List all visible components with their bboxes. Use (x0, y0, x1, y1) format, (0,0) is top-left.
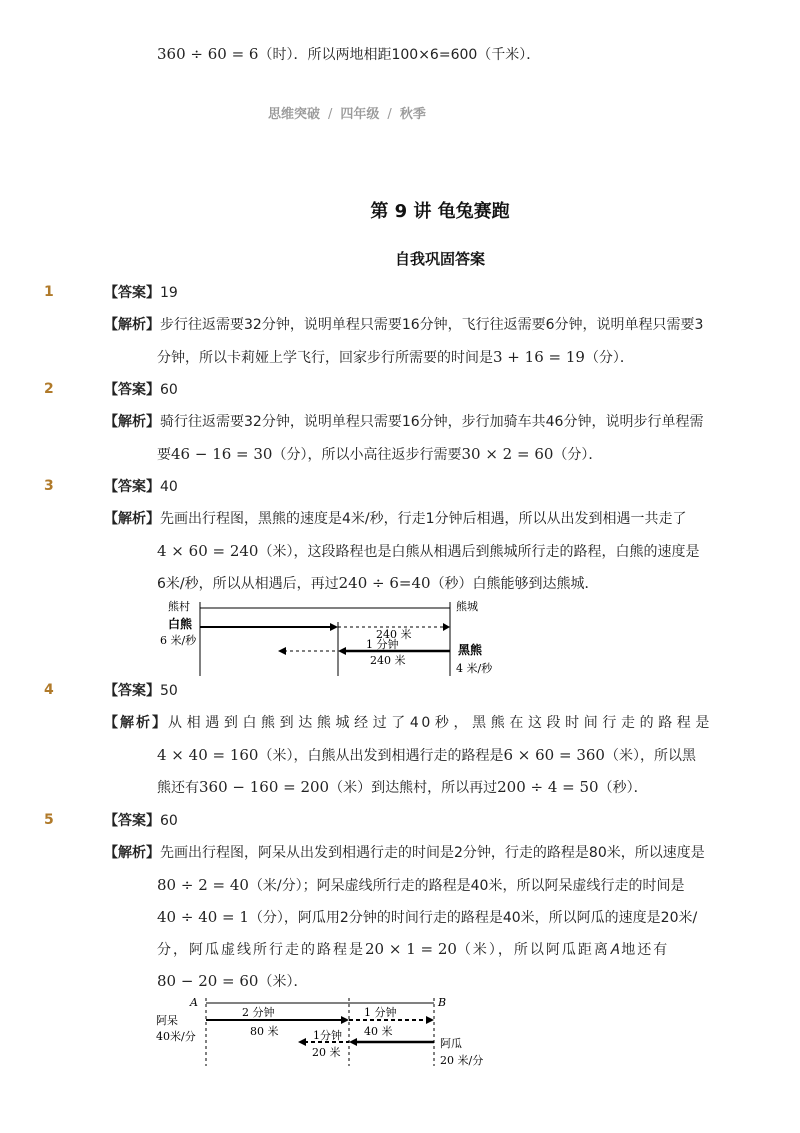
explanation-line: 【解析】从相遇到白熊到达熊城经过了40秒，黑熊在这段时间行走的路程是 (104, 715, 713, 731)
explanation-label: 【解析】 (104, 511, 160, 527)
arrow-head (341, 1016, 349, 1024)
explanation-line: 【解析】骑行往返需要32分钟，说明单程只需要16分钟，步行加骑车共46分钟，说明步行单程需 (104, 414, 704, 430)
solid-distance-label: 240 米 (370, 654, 406, 667)
text-segment: （时）．所以两地相距100×6=600（千米）． (258, 47, 541, 63)
answer-line (104, 477, 178, 497)
answer-label: 【答案】 (104, 382, 160, 398)
right-place-label: 熊城 (456, 600, 478, 613)
math-expression: 80 − 20 = 60 (157, 972, 259, 990)
math-expression: 360 − 160 = 200 (199, 778, 330, 796)
math-expression: 360 ÷ 60 = 6 (157, 45, 259, 63)
answer-value: 40 (160, 479, 178, 495)
breadcrumb-item: 四年级 (340, 107, 380, 122)
white-bear-label: 白熊 (168, 617, 193, 631)
arrow-head (278, 647, 286, 655)
arrow-head (330, 623, 338, 631)
point-b-label: B (438, 996, 447, 1009)
person-a-label: 阿呆 (156, 1014, 178, 1027)
explanation-label: 【解析】 (104, 317, 160, 333)
explanation-label: 【解析】 (104, 715, 169, 731)
math-expression: 3 + 16 = 19 (493, 348, 585, 366)
section-subtitle: 自我巩固答案 (394, 250, 485, 268)
time-mid-label: 1分钟 (313, 1029, 342, 1042)
math-expression: 4 × 40 = 160 (157, 746, 259, 764)
answer-value: 60 (160, 382, 178, 398)
black-bear-label: 黑熊 (458, 643, 483, 657)
breadcrumb-item: 秋季 (399, 107, 426, 122)
question-number: 1 (44, 284, 54, 300)
explanation-line: 【解析】步行往返需要32分钟，说明单程只需要16分钟，飞行往返需要6分钟，说明单程只需要3 (104, 317, 704, 333)
arrow-head (349, 1038, 357, 1046)
distance-right-label: 40 米 (364, 1025, 393, 1038)
time-right-label: 1 分钟 (364, 1006, 397, 1019)
arrow-head (426, 1016, 434, 1024)
math-expression: 200 ÷ 4 = 50 (497, 778, 599, 796)
dashed-distance-label: 240 米 (376, 628, 412, 641)
point-a-label: A (190, 996, 198, 1009)
math-expression: 20 × 1 = 20 (365, 940, 457, 958)
explanation-line: 4 × 40 = 160（米），白熊从出发到相遇行走的路程是6 × 60 = 360（米），所以黑 (157, 746, 696, 764)
answer-label: 【答案】 (104, 683, 160, 699)
explanation-line: 6米/秒，所以从相遇后，再过240 ÷ 6=40（秒）白熊能够到达熊城． (157, 574, 599, 592)
distance-top-label: 80 米 (250, 1025, 279, 1038)
math-expression: 46 − 16 = 30 (171, 445, 273, 463)
time-label: 1 分钟 (366, 638, 399, 651)
black-bear-speed: 4 米/秒 (456, 662, 493, 675)
math-expression: 80 ÷ 2 = 40 (157, 876, 249, 894)
question-number: 5 (44, 812, 54, 828)
white-bear-speed: 6 米/秒 (160, 634, 197, 647)
explanation-line: 分，阿瓜虚线所行走的路程是20 × 1 = 20（米），所以阿瓜距离𝐴地还有 (157, 940, 670, 958)
arrow-head (443, 623, 450, 631)
explanation-line: 要46 − 16 = 30（分），所以小高往返步行需要30 × 2 = 60（分）． (157, 445, 603, 463)
answer-line (104, 283, 178, 303)
breadcrumb-separator: / (328, 107, 333, 122)
person-a-speed: 40米/分 (156, 1030, 196, 1043)
breadcrumb (268, 103, 426, 122)
explanation-line: 熊还有360 − 160 = 200（米）到达熊村，所以再过200 ÷ 4 = 50（秒）． (157, 778, 648, 796)
math-expression: 4 × 60 = 240 (157, 542, 259, 560)
bear-travel-diagram (160, 596, 520, 680)
explanation-line: 80 ÷ 2 = 40（米/分）；阿呆虚线所行走的路程是40米，所以阿呆虚线行走的时间是 (157, 876, 685, 894)
math-expression: 240 ÷ 6=40 (338, 574, 431, 592)
explanation-line: 【解析】先画出行程图，阿呆从出发到相遇行走的时间是2分钟，行走的路程是80米，所以速度是 (104, 845, 705, 861)
explanation-line: 【解析】先画出行程图，黑熊的速度是4米/秒，行走1分钟后相遇，所以从出发到相遇一共走了 (104, 511, 687, 527)
explanation-line: 80 − 20 = 60（米）． (157, 972, 308, 990)
person-b-label: 阿瓜 (440, 1037, 462, 1050)
arrow-head (338, 647, 346, 655)
distance-mid-label: 20 米 (312, 1046, 341, 1059)
math-expression: 30 × 2 = 60 (461, 445, 554, 463)
answer-value: 50 (160, 683, 178, 699)
question-number: 4 (44, 682, 54, 698)
travel-diagram-ab (150, 994, 500, 1070)
answer-label: 【答案】 (104, 285, 160, 301)
question-number: 2 (44, 381, 54, 397)
answer-line (104, 811, 178, 831)
answer-label: 【答案】 (104, 813, 160, 829)
breadcrumb-separator: / (387, 107, 392, 122)
explanation-line: 40 ÷ 40 = 1（分），阿瓜用2分钟的时间行走的路程是40米，所以阿瓜的速度是20米/ (157, 908, 698, 926)
previous-solution-line (157, 44, 540, 65)
math-expression: 40 ÷ 40 = 1 (157, 908, 249, 926)
math-expression: 6 × 60 = 360 (503, 746, 605, 764)
person-b-speed: 20 米/分 (440, 1054, 484, 1067)
answer-value: 60 (160, 813, 178, 829)
lecture-title: 第 9 讲 龟兔赛跑 (370, 201, 510, 222)
left-place-label: 熊村 (168, 600, 190, 613)
breadcrumb-item: 思维突破 (268, 107, 321, 122)
answer-label: 【答案】 (104, 479, 160, 495)
answer-line (104, 380, 178, 400)
explanation-label: 【解析】 (104, 845, 160, 861)
answer-value: 19 (160, 285, 178, 301)
explanation-label: 【解析】 (104, 414, 160, 430)
answer-line (104, 681, 178, 701)
arrow-head (298, 1038, 306, 1046)
time-top-label: 2 分钟 (242, 1006, 275, 1019)
explanation-line: 分钟，所以卡莉娅上学飞行，回家步行所需要的时间是3 + 16 = 19（分）． (157, 348, 634, 366)
question-number: 3 (44, 478, 54, 494)
explanation-line: 4 × 60 = 240（米），这段路程也是白熊从相遇后到熊城所行走的路程，白熊的速度是 (157, 542, 700, 560)
